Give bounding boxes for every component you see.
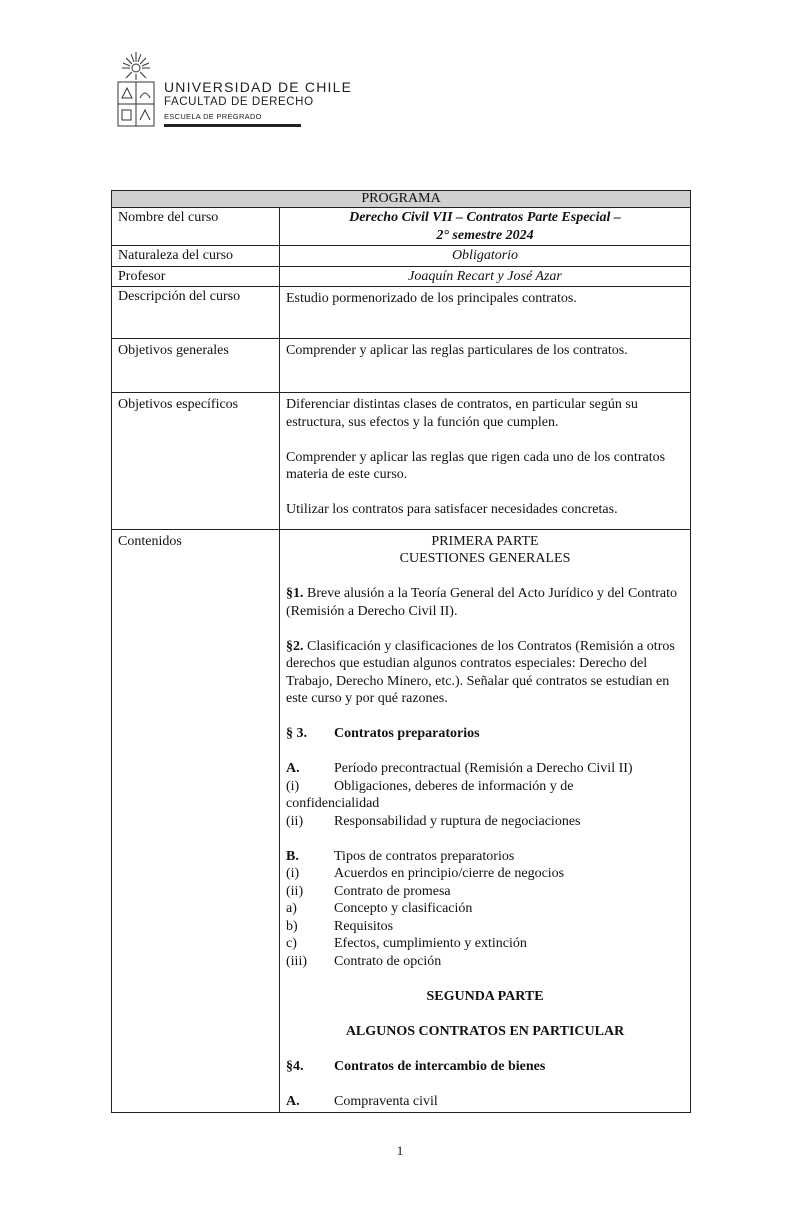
list-text: Contrato de promesa — [334, 883, 451, 899]
course-name-cell — [280, 208, 691, 246]
list-key: (i) — [286, 778, 300, 794]
professor-names: Joaquín Recart y José Azar — [280, 266, 691, 287]
list-text: Requisitos — [334, 918, 394, 934]
table-row — [112, 529, 691, 1112]
section-text: Clasificación y clasificaciones de los Contratos (Remisión a otros derechos que estudian algunos contratos especiales: Derecho del Trabajo, Derecho Minero, etc.). Señalar qué contratos se estudian en este curso y por qué razones. — [286, 638, 675, 706]
row-label: Objetivos generales — [112, 339, 280, 393]
list-key: (iii) — [286, 953, 307, 969]
specific-objective: Utilizar los contratos para satisfacer necesidades concretas. — [286, 502, 618, 517]
list-key: c) — [286, 936, 297, 951]
list-text: Contrato de opción — [334, 953, 442, 969]
course-name: Derecho Civil VII – Contratos Parte Especial – — [349, 210, 621, 225]
list-text: Período precontractual (Remisión a Derecho Civil II) — [334, 761, 633, 776]
section-paragraph — [286, 638, 684, 708]
list-item — [286, 953, 684, 971]
list-text: Responsabilidad y ruptura de negociaciones — [334, 813, 581, 829]
section-number: §1. — [286, 586, 304, 601]
table-heading-row — [112, 191, 691, 208]
row-label: Descripción del curso — [112, 287, 280, 339]
table-heading: PROGRAMA — [112, 191, 691, 208]
list-text: Compraventa civil — [334, 1093, 438, 1109]
list-text: Tipos de contratos preparatorios — [334, 848, 515, 864]
university-crest-icon — [112, 50, 160, 130]
program-table — [111, 190, 691, 1113]
section-text: Breve alusión a la Teoría General del Acto Jurídico y del Contrato (Remisión a Derecho Civil II). — [286, 586, 678, 619]
list-text: Efectos, cumplimiento y extinción — [334, 936, 527, 951]
list-key: A. — [286, 761, 300, 776]
list-continuation: confidencialidad — [286, 796, 380, 811]
part-title: SEGUNDA PARTE — [426, 988, 544, 1004]
section-number: § 3. — [286, 726, 307, 741]
row-label: Profesor — [112, 266, 280, 287]
section-paragraph — [286, 585, 684, 620]
part-subtitle: CUESTIONES GENERALES — [399, 551, 571, 566]
list-key: A. — [286, 1093, 300, 1109]
section-number: §2. — [286, 638, 304, 654]
row-label: Contenidos — [112, 529, 280, 1112]
list-key: (ii) — [286, 813, 304, 829]
table-row — [112, 287, 691, 339]
specific-objective: Diferenciar distintas clases de contratos, en particular según su estructura, sus efectos y la función que cumplen. — [286, 397, 638, 430]
part-title: PRIMERA PARTE — [431, 533, 539, 549]
section-number: §4. — [286, 1058, 304, 1074]
list-item — [286, 1093, 684, 1111]
course-semester: 2° semestre 2024 — [436, 227, 534, 243]
section-heading — [286, 1058, 684, 1076]
list-key: (ii) — [286, 883, 304, 899]
school-name: ESCUELA DE PREGRADO — [164, 112, 262, 121]
course-nature: Obligatorio — [280, 246, 691, 267]
list-item — [286, 778, 684, 796]
table-row — [112, 246, 691, 267]
row-label: Nombre del curso — [112, 208, 280, 246]
list-item — [286, 865, 684, 883]
section-title: Contratos preparatorios — [334, 726, 480, 741]
list-item — [286, 918, 684, 936]
list-item — [286, 900, 684, 918]
row-label: Naturaleza del curso — [112, 246, 280, 267]
faculty-name: FACULTAD DE DERECHO — [164, 96, 314, 108]
logo-underline — [164, 124, 301, 127]
list-key: B. — [286, 848, 299, 864]
list-text: Acuerdos en principio/cierre de negocios — [334, 866, 565, 881]
university-name: UNIVERSIDAD DE CHILE — [164, 79, 353, 95]
page-number: 1 — [396, 1143, 404, 1158]
list-item — [286, 935, 684, 953]
specific-objectives — [280, 393, 691, 530]
list-key: a) — [286, 901, 297, 916]
table-row — [112, 339, 691, 393]
list-item — [286, 848, 684, 866]
course-description: Estudio pormenorizado de los principales contratos. — [280, 287, 691, 339]
table-row — [112, 208, 691, 246]
list-item — [286, 760, 684, 778]
university-logo — [112, 50, 353, 130]
table-row — [112, 393, 691, 530]
list-key: b) — [286, 918, 298, 934]
course-contents — [280, 529, 691, 1112]
list-item — [286, 813, 684, 831]
part-subtitle: ALGUNOS CONTRATOS EN PARTICULAR — [345, 1023, 625, 1039]
section-heading — [286, 725, 684, 743]
table-row — [112, 266, 691, 287]
list-text: Concepto y clasificación — [334, 901, 473, 916]
list-item — [286, 883, 684, 901]
specific-objective: Comprender y aplicar las reglas que rigen cada uno de los contratos materia de este curso. — [286, 449, 666, 482]
section-title: Contratos de intercambio de bienes — [334, 1058, 546, 1074]
list-text: Obligaciones, deberes de información y de — [334, 778, 574, 794]
list-key: (i) — [286, 866, 300, 881]
row-label: Objetivos específicos — [112, 393, 280, 530]
general-objectives: Comprender y aplicar las reglas particulares de los contratos. — [280, 339, 691, 393]
